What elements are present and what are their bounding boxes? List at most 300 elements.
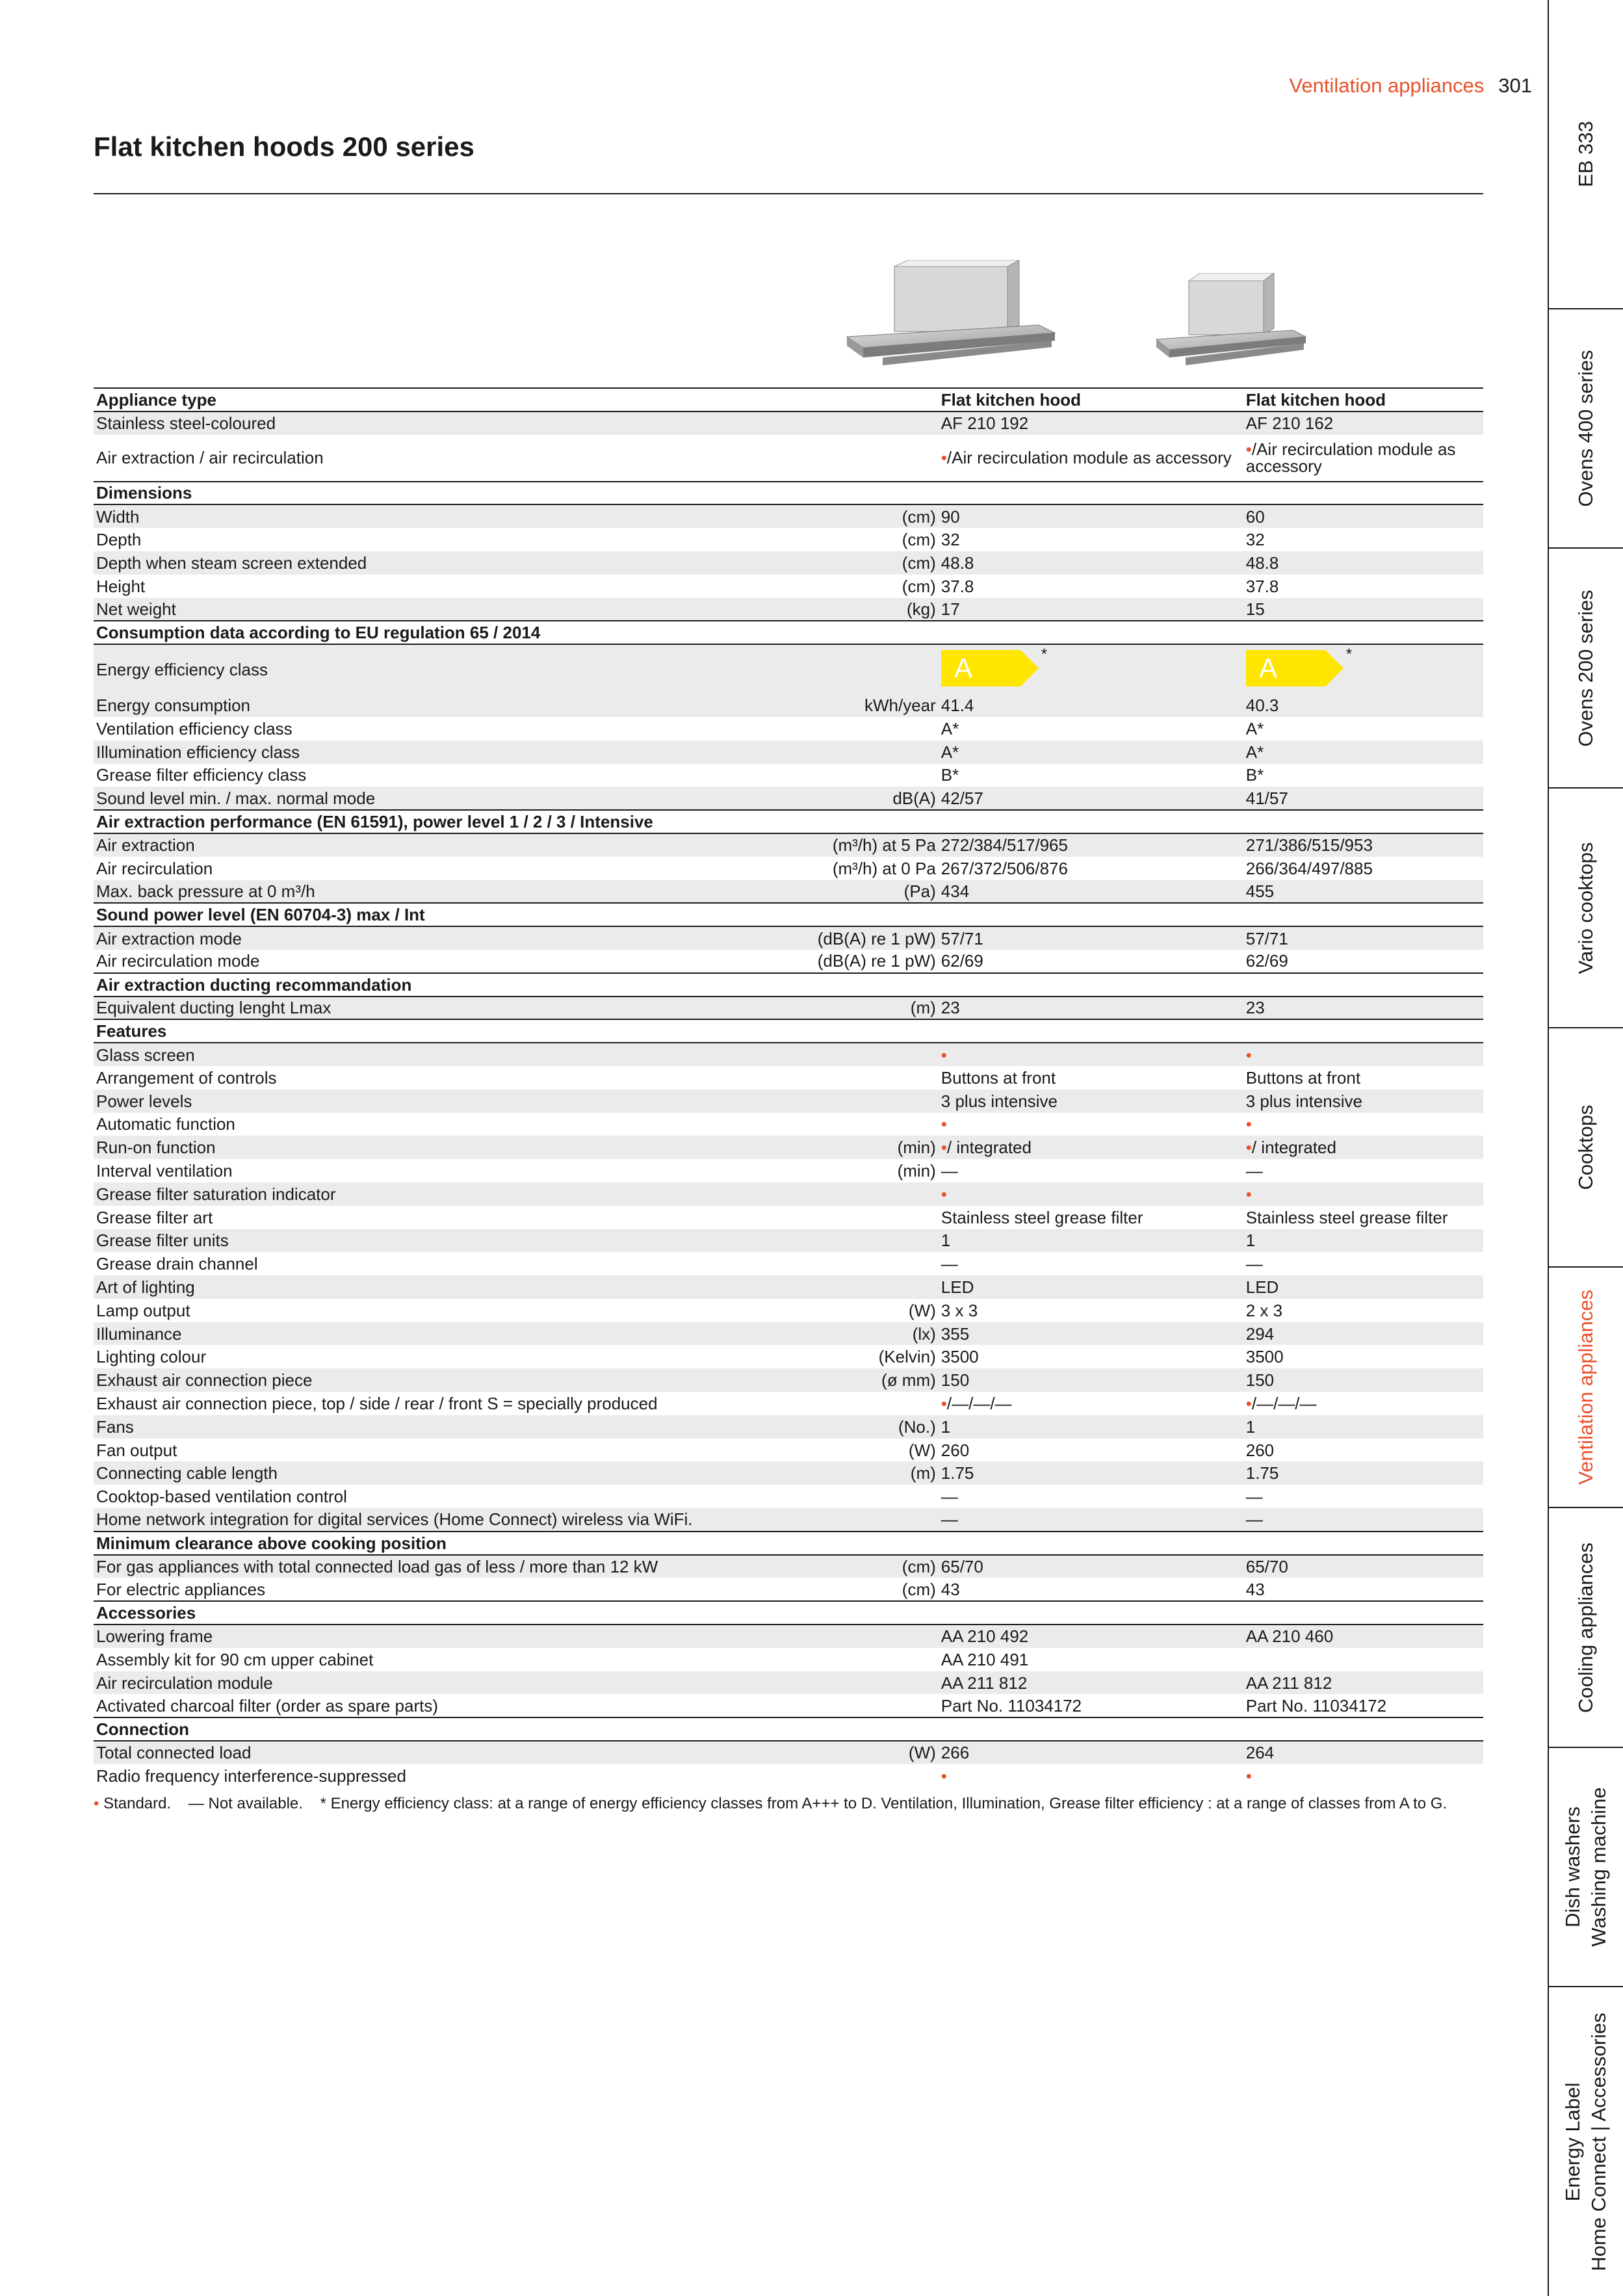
table-row	[94, 1578, 1483, 1601]
row-label: Air extraction	[94, 833, 815, 857]
value-col-1: B*	[941, 765, 959, 785]
row-label: Run-on function	[94, 1136, 815, 1159]
section-title-consumption	[94, 621, 1483, 644]
value-col-1: AA 210 491	[941, 1649, 1029, 1669]
row-unit: (No.)	[815, 1415, 939, 1439]
energy-class-badge	[939, 644, 1243, 694]
value-col-2: •	[1245, 1114, 1252, 1134]
tab-8[interactable]	[1549, 1986, 1623, 2296]
table-row	[94, 1368, 1483, 1392]
value-col-2: 1	[1243, 1415, 1483, 1439]
value-col-1: AA 210 492	[939, 1624, 1243, 1648]
value-col-2: •	[1245, 1766, 1252, 1786]
value-col-1: 272/384/517/965	[939, 833, 1243, 857]
value-col-1	[939, 1532, 1243, 1555]
row-unit: (W)	[908, 1440, 936, 1460]
row-label: Illuminance	[94, 1322, 815, 1346]
row-unit	[815, 1206, 939, 1229]
value-col-2: •	[1243, 1043, 1483, 1066]
row-label: Connection	[94, 1717, 815, 1741]
row-unit	[815, 482, 939, 505]
row-label: For electric appliances	[96, 1579, 266, 1599]
row-unit: kWh/year	[815, 694, 939, 717]
value-col-2	[1243, 1601, 1483, 1624]
value-col-1: 65/70	[939, 1555, 1243, 1578]
table-row	[94, 857, 1483, 880]
value-col-2: 60	[1243, 504, 1483, 528]
value-col-2: 3 plus intensive	[1243, 1089, 1483, 1113]
value-col-2: 1.75	[1243, 1461, 1483, 1485]
row-unit	[815, 1508, 939, 1532]
row-label: Grease filter units	[94, 1229, 815, 1253]
value-col-1: 1	[939, 1229, 1243, 1253]
value-col-1: 3 plus intensive	[939, 1089, 1243, 1113]
row-label: Consumption data according to EU regulation 65 / 2014	[94, 621, 815, 644]
row-label: Air extraction ducting recommandation	[94, 973, 815, 997]
row-label: Dimensions	[94, 482, 815, 505]
value-col-1: 43	[941, 1579, 960, 1599]
row-unit	[815, 1113, 939, 1136]
tab-label-line: Home Connect | Accessories	[1587, 2012, 1610, 2271]
row-label: Energy consumption	[94, 694, 815, 717]
row-unit	[815, 435, 939, 482]
tab-4[interactable]	[1549, 1027, 1623, 1266]
row-unit: (ø mm)	[815, 1368, 939, 1392]
value-col-2: —	[1245, 1487, 1263, 1507]
row-unit: (lx)	[815, 1322, 939, 1346]
table-row	[94, 740, 1483, 764]
section-title-features	[94, 1019, 1483, 1043]
value-col-2: 41/57	[1243, 787, 1483, 810]
value-col-1	[939, 1136, 1243, 1159]
value-col-1	[939, 435, 1243, 482]
row-label: Depth	[96, 530, 142, 550]
value-col-1	[939, 1601, 1243, 1624]
row-unit	[815, 1532, 939, 1555]
row-unit	[815, 1485, 939, 1508]
table-row	[94, 1648, 1483, 1671]
tab-5[interactable]	[1549, 1266, 1623, 1507]
tab-label	[1573, 842, 1599, 974]
row-label: Grease filter efficiency class	[96, 765, 307, 785]
row-label: Air recirculation	[96, 858, 213, 878]
value-col-2: 32	[1245, 530, 1265, 550]
tab-label-line: Dish washers	[1561, 1806, 1584, 1928]
value-col-1	[939, 903, 1243, 926]
standard-dot-icon: •	[941, 1393, 947, 1413]
energy-class-row	[94, 644, 1483, 694]
tab-7[interactable]	[1549, 1747, 1623, 1986]
table-row	[94, 1159, 1483, 1182]
value-col-1: 17	[939, 598, 1243, 621]
table-row	[94, 1764, 1483, 1788]
row-unit: (kg)	[815, 598, 939, 621]
page-header	[1289, 73, 1532, 99]
row-label: Lighting colour	[96, 1347, 207, 1367]
row-label: Assembly kit for 90 cm upper cabinet	[96, 1649, 374, 1669]
section-title-performance	[94, 810, 1483, 833]
model-row	[94, 411, 1483, 435]
value-col-1: —	[941, 1487, 958, 1507]
row-unit: (cm)	[815, 1555, 939, 1578]
row-unit: (cm)	[815, 504, 939, 528]
row-label: Radio frequency interference-suppressed	[96, 1766, 406, 1786]
tab-label	[1573, 1290, 1599, 1485]
value-col-1: 266	[939, 1741, 1243, 1764]
value-col-2: —	[1245, 1254, 1263, 1274]
row-unit	[815, 1043, 939, 1066]
value-col-1: 41.4	[939, 694, 1243, 717]
row-unit	[815, 810, 939, 833]
value-col-2: 40.3	[1243, 694, 1483, 717]
value-col-2: Buttons at front	[1245, 1067, 1361, 1088]
tab-0[interactable]	[1549, 0, 1623, 308]
row-unit: (m³/h) at 0 Pa	[832, 858, 936, 878]
value-col-2: 57/71	[1243, 926, 1483, 950]
tab-label	[1573, 1543, 1599, 1713]
tab-label-line: Cooktops	[1574, 1104, 1597, 1190]
tab-label	[1573, 121, 1599, 187]
air-mode-row	[94, 435, 1483, 482]
row-unit	[815, 973, 939, 997]
table-row	[94, 504, 1483, 528]
tab-label	[1573, 590, 1599, 746]
table-row	[94, 717, 1483, 740]
row-label: Home network integration for digital services (Home Connect) wireless via WiFi.	[94, 1508, 815, 1532]
row-label: Depth when steam screen extended	[94, 551, 815, 575]
row-unit	[815, 1648, 939, 1671]
row-label: Max. back pressure at 0 m³/h	[94, 880, 815, 904]
row-label: Net weight	[94, 598, 815, 621]
row-label: Glass screen	[94, 1043, 815, 1066]
section-title-dimensions	[94, 482, 1483, 505]
table-row	[94, 598, 1483, 621]
value-col-1: —	[941, 1254, 958, 1274]
row-label: Grease filter saturation indicator	[94, 1182, 815, 1206]
row-unit	[815, 1717, 939, 1741]
energy-arrow-icon	[1246, 650, 1344, 686]
value-col-2: 150	[1243, 1368, 1483, 1392]
energy-letter: A	[1258, 652, 1277, 683]
value-col-2: AA 211 812	[1243, 1671, 1483, 1695]
value-col-1	[939, 973, 1243, 997]
row-label: For gas appliances with total connected load gas of less / more than 12 kW	[94, 1555, 815, 1578]
value-col-1: 42/57	[939, 787, 1243, 810]
value-col-1: 90	[939, 504, 1243, 528]
tab-3[interactable]	[1549, 787, 1623, 1027]
table-row	[94, 997, 1483, 1020]
value-col-2: LED	[1243, 1275, 1483, 1299]
row-label: Air recirculation module	[94, 1671, 815, 1695]
value-col-1: 3 x 3	[941, 1300, 978, 1320]
row-label: Air extraction mode	[94, 926, 815, 950]
table-row	[94, 1182, 1483, 1206]
row-unit	[815, 1624, 939, 1648]
row-unit: (dB(A) re 1 pW)	[815, 926, 939, 950]
value-col-1: 32	[941, 530, 960, 550]
tab-6[interactable]	[1549, 1507, 1623, 1747]
value-col-2	[1243, 903, 1483, 926]
row-unit	[815, 388, 939, 411]
row-label: Fan output	[96, 1440, 177, 1460]
tab-label	[1560, 1787, 1612, 1946]
footnote-not-available: — Not available.	[188, 1795, 303, 1812]
value-col-2	[1243, 1019, 1483, 1043]
value-col-1: 37.8	[941, 576, 974, 596]
standard-dot-icon: •	[94, 1795, 99, 1812]
tab-label-line: Energy Label	[1561, 2082, 1584, 2201]
table-row	[94, 950, 1483, 973]
row-unit: (m)	[815, 997, 939, 1020]
value-col-2	[1243, 810, 1483, 833]
section-title-ducting	[94, 973, 1483, 997]
row-unit	[815, 1392, 939, 1415]
table-row	[94, 1043, 1483, 1066]
row-label: Accessories	[94, 1601, 815, 1624]
title-divider	[94, 193, 1483, 194]
standard-dot-icon: •	[941, 448, 947, 468]
energy-class-badge	[1243, 644, 1483, 694]
page-title: Flat kitchen hoods 200 series	[94, 131, 474, 162]
value-col-2	[1243, 1532, 1483, 1555]
table-row	[94, 833, 1483, 857]
value-col-1: •	[939, 1182, 1243, 1206]
value-col-1: AA 211 812	[939, 1671, 1243, 1695]
value-col-1: •	[941, 1114, 947, 1134]
row-label: Arrangement of controls	[96, 1067, 277, 1088]
value-col-2: AF 210 162	[1243, 411, 1483, 435]
row-unit	[815, 621, 939, 644]
table-row	[94, 1252, 1483, 1275]
row-unit: (Kelvin)	[878, 1347, 936, 1367]
table-row	[94, 1741, 1483, 1764]
value-col-2: 294	[1243, 1322, 1483, 1346]
value-col-2: 62/69	[1245, 951, 1288, 971]
row-label: Grease filter art	[96, 1207, 213, 1227]
row-unit	[815, 1182, 939, 1206]
value-col-1	[939, 1019, 1243, 1043]
value-col-1: •	[939, 1043, 1243, 1066]
value-col-2: —	[1243, 1508, 1483, 1532]
value-col-1: 3500	[941, 1347, 979, 1367]
value-col-2: B*	[1245, 765, 1264, 785]
row-label: Exhaust air connection piece, top / side / rear / front S = specially produced	[96, 1393, 658, 1413]
row-unit: (Pa)	[815, 880, 939, 904]
row-label: Grease drain channel	[96, 1254, 258, 1274]
value-col-2: Part No. 11034172	[1245, 1695, 1387, 1715]
value-col-2: AA 210 460	[1243, 1624, 1483, 1648]
row-unit: (m³/h) at 5 Pa	[815, 833, 939, 857]
row-unit	[815, 1089, 939, 1113]
value-col-1: 48.8	[939, 551, 1243, 575]
row-label: Art of lighting	[94, 1275, 815, 1299]
row-label: Automatic function	[96, 1114, 235, 1134]
row-label: Total connected load	[94, 1741, 815, 1764]
table-row	[94, 528, 1483, 551]
row-label: Lowering frame	[94, 1624, 815, 1648]
value-col-1: A*	[939, 740, 1243, 764]
value-col-2	[1243, 973, 1483, 997]
tab-label-line: Ovens 200 series	[1574, 589, 1597, 747]
value-col-1	[939, 621, 1243, 644]
row-unit	[815, 764, 939, 787]
value-col-2: A*	[1245, 718, 1264, 738]
hood-60-image	[1153, 273, 1309, 380]
standard-dot-icon: •	[1245, 439, 1252, 460]
tab-2[interactable]	[1549, 547, 1623, 787]
value-col-1: —	[941, 1161, 958, 1181]
value-col-2: Flat kitchen hood	[1243, 388, 1483, 411]
value-col-1: 260	[941, 1440, 970, 1460]
row-unit	[815, 1019, 939, 1043]
tab-label	[1560, 2013, 1612, 2271]
table-row	[94, 1136, 1483, 1159]
value-col-2: 43	[1245, 1579, 1265, 1599]
row-label: Sound power level (EN 60704-3) max / Int	[94, 903, 815, 926]
table-row	[94, 1555, 1483, 1578]
row-unit	[815, 1671, 939, 1695]
value-col-1: 62/69	[941, 951, 983, 971]
row-unit: dB(A)	[815, 787, 939, 810]
cell-text: /Air recirculation module as accessory	[946, 448, 1232, 468]
row-unit	[815, 1764, 939, 1788]
cell-text: / integrated	[1251, 1138, 1336, 1158]
row-label: Width	[94, 504, 815, 528]
section-title-accessories	[94, 1601, 1483, 1624]
row-label: Exhaust air connection piece	[94, 1368, 815, 1392]
value-col-1: Stainless steel grease filter	[941, 1207, 1143, 1227]
table-row	[94, 1113, 1483, 1136]
row-label: Connecting cable length	[94, 1461, 815, 1485]
row-label: Appliance type	[94, 388, 815, 411]
tab-label-line: Vario cooktops	[1574, 842, 1597, 974]
value-col-2: 3500	[1245, 1347, 1284, 1367]
value-col-1	[939, 1392, 1243, 1415]
table-row	[94, 764, 1483, 787]
row-unit: (min)	[815, 1136, 939, 1159]
row-label: Fans	[94, 1415, 815, 1439]
cell-text: /Air recirculation module as accessory	[1245, 439, 1456, 476]
row-label: Minimum clearance above cooking position	[94, 1532, 815, 1555]
value-col-1: 355	[939, 1322, 1243, 1346]
row-label: Features	[94, 1019, 815, 1043]
cell-text: /—/—/—	[946, 1393, 1012, 1413]
page-number: 301	[1498, 74, 1532, 97]
value-col-2: 264	[1243, 1741, 1483, 1764]
row-unit: (cm)	[902, 530, 936, 550]
section-title-sound	[94, 903, 1483, 926]
row-label: Sound level min. / max. normal mode	[94, 787, 815, 810]
row-label: Air recirculation mode	[96, 951, 260, 971]
value-col-1: 150	[939, 1368, 1243, 1392]
tab-label	[1573, 1105, 1599, 1190]
value-col-2: 266/364/497/885	[1245, 858, 1373, 878]
value-col-1	[939, 810, 1243, 833]
standard-dot-icon: •	[941, 1138, 947, 1158]
table-row	[94, 1066, 1483, 1089]
table-row	[94, 551, 1483, 575]
tab-label-line: Ovens 400 series	[1574, 350, 1597, 507]
value-col-1: 23	[939, 997, 1243, 1020]
value-col-2: 37.8	[1245, 576, 1279, 596]
table-row	[94, 1508, 1483, 1532]
value-col-1: 1.75	[939, 1461, 1243, 1485]
value-col-2: 48.8	[1243, 551, 1483, 575]
table-row	[94, 1671, 1483, 1695]
row-unit: (dB(A) re 1 pW)	[817, 951, 936, 971]
value-col-2	[1243, 621, 1483, 644]
tab-label-line: EB 333	[1574, 121, 1597, 187]
value-col-2: 1	[1243, 1229, 1483, 1253]
value-col-1: Part No. 11034172	[941, 1695, 1082, 1715]
value-col-2: 2 x 3	[1245, 1300, 1283, 1320]
value-col-1: 267/372/506/876	[941, 858, 1068, 878]
energy-arrow-icon	[941, 650, 1039, 686]
value-col-2: 260	[1245, 1440, 1275, 1460]
row-label: Lamp output	[96, 1300, 190, 1320]
table-row	[94, 880, 1483, 904]
value-col-1: LED	[939, 1275, 1243, 1299]
value-col-1	[939, 1717, 1243, 1741]
table-row	[94, 694, 1483, 717]
row-label: Power levels	[94, 1089, 815, 1113]
table-row	[94, 1415, 1483, 1439]
table-row	[94, 1275, 1483, 1299]
tab-label-line: Cooling appliances	[1574, 1542, 1597, 1713]
value-col-2	[1243, 1648, 1483, 1671]
row-unit	[815, 903, 939, 926]
row-unit	[815, 1275, 939, 1299]
tab-1[interactable]	[1549, 308, 1623, 547]
value-col-2: —	[1245, 1161, 1263, 1181]
row-unit	[815, 1252, 939, 1275]
row-label: Air extraction / air recirculation	[96, 448, 324, 468]
footnote	[94, 1793, 1483, 1815]
table-row	[94, 1345, 1483, 1368]
row-unit	[815, 1229, 939, 1253]
value-col-2: 15	[1243, 598, 1483, 621]
value-col-2: •	[1243, 1182, 1483, 1206]
standard-dot-icon: •	[1245, 1138, 1252, 1158]
value-col-1	[939, 482, 1243, 505]
cell-text: / integrated	[946, 1138, 1032, 1158]
standard-dot-icon: •	[1245, 1393, 1252, 1413]
section-name: Ventilation appliances	[1289, 74, 1485, 97]
value-col-2: 65/70	[1243, 1555, 1483, 1578]
value-col-2: Stainless steel grease filter	[1245, 1207, 1448, 1227]
tab-label-line: Ventilation appliances	[1574, 1290, 1597, 1485]
table-row	[94, 575, 1483, 598]
row-unit	[815, 1694, 939, 1717]
energy-star: *	[1345, 645, 1353, 663]
value-col-1: 1	[939, 1415, 1243, 1439]
row-label: Air extraction performance (EN 61591), power level 1 / 2 / 3 / Intensive	[94, 810, 815, 833]
table-row	[94, 1322, 1483, 1346]
energy-star: *	[1041, 645, 1048, 663]
row-unit	[815, 644, 939, 694]
value-col-2: 455	[1243, 880, 1483, 904]
row-label: Energy efficiency class	[94, 644, 815, 694]
value-col-2	[1243, 1717, 1483, 1741]
tab-label	[1573, 350, 1599, 506]
value-col-1: —	[939, 1508, 1243, 1532]
row-label: Cooktop-based ventilation control	[96, 1487, 347, 1507]
value-col-1: A*	[941, 718, 959, 738]
table-row	[94, 1206, 1483, 1229]
value-col-2: 271/386/515/953	[1243, 833, 1483, 857]
row-unit	[815, 740, 939, 764]
row-label: Illumination efficiency class	[94, 740, 815, 764]
